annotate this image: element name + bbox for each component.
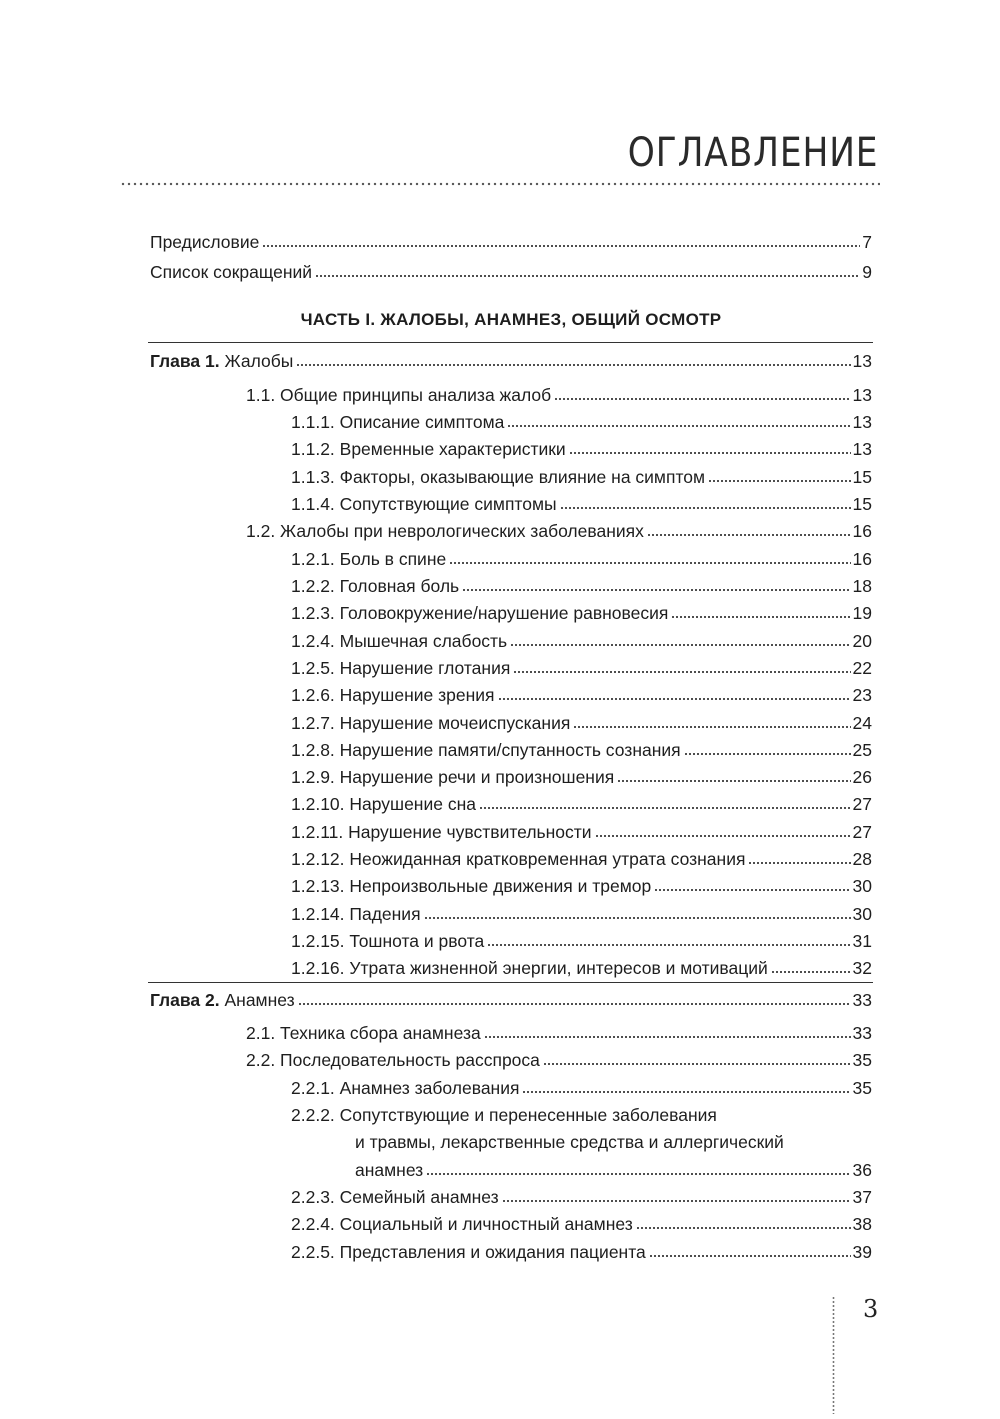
- toc-entry-subsection[interactable]: [291, 461, 872, 488]
- toc-page-number: 13: [852, 385, 872, 405]
- toc-entry-section[interactable]: [246, 1044, 872, 1071]
- chapter-divider: [148, 342, 873, 343]
- toc-page-number: 37: [852, 1187, 872, 1207]
- toc-page-number: 18: [852, 576, 872, 596]
- toc-entry-subsection[interactable]: [291, 597, 872, 624]
- toc-entry-subsection[interactable]: [291, 925, 872, 952]
- leader-dots: [296, 363, 850, 367]
- toc-entry-subsection[interactable]: [291, 1181, 872, 1208]
- toc-entry-subsection[interactable]: [355, 1154, 872, 1181]
- toc-entry-subsection[interactable]: [291, 625, 872, 652]
- leader-dots: [748, 861, 850, 865]
- toc-page-number: 31: [852, 931, 872, 951]
- toc-page-number: 35: [852, 1078, 872, 1098]
- page-title: ОГЛАВЛЕНИЕ: [627, 130, 878, 176]
- leader-dots: [573, 725, 850, 729]
- toc-entry-subsection[interactable]: [291, 543, 872, 570]
- toc-page-number: 23: [852, 685, 872, 705]
- toc-label: 2.2.3. Семейный анамнез: [291, 1187, 499, 1207]
- toc-label: 1.1.3. Факторы, оказывающие влияние на симптом: [291, 467, 706, 487]
- toc-entry-subsection[interactable]: [291, 1072, 872, 1099]
- leader-dots: [684, 752, 851, 756]
- toc-page-number: 24: [852, 713, 872, 733]
- toc-page-number: 25: [852, 740, 872, 760]
- toc-entry-section[interactable]: [246, 1017, 872, 1044]
- toc-label: 1.1.1. Описание симптома: [291, 412, 505, 432]
- toc-page-number: 16: [852, 521, 872, 541]
- toc-entry-subsection[interactable]: [291, 488, 872, 515]
- toc-entry-subsection[interactable]: [291, 843, 872, 870]
- toc-label: 1.2.11. Нарушение чувствительности: [291, 822, 592, 842]
- toc-label: 1.2.6. Нарушение зрения: [291, 685, 495, 705]
- toc-page-number: 7: [862, 232, 872, 252]
- leader-dots: [708, 479, 851, 483]
- leader-dots: [507, 424, 850, 428]
- leader-dots: [484, 1035, 851, 1039]
- toc-page-number: 19: [852, 603, 872, 623]
- toc-page-number: 15: [852, 494, 872, 514]
- toc-label: 1.2.16. Утрата жизненной энергии, интересов и мотиваций: [291, 958, 768, 978]
- toc-page-number: 26: [852, 767, 872, 787]
- chapter-number: Глава 1.: [150, 351, 220, 371]
- toc-label: 2.2.5. Представления и ожидания пациента: [291, 1242, 646, 1262]
- leader-dots: [513, 670, 850, 674]
- toc-entry-abbreviations[interactable]: [150, 256, 872, 283]
- toc-label: 1.1. Общие принципы анализа жалоб: [246, 385, 552, 405]
- toc-page-number: 39: [852, 1242, 872, 1262]
- toc-page-number: 15: [852, 467, 872, 487]
- leader-dots: [671, 615, 850, 619]
- toc-entry-chapter-2[interactable]: [150, 984, 872, 1011]
- toc-page-number: 28: [852, 849, 872, 869]
- leader-dots: [649, 1254, 851, 1258]
- toc-page-number: 33: [852, 990, 872, 1010]
- toc-page-number: 30: [852, 876, 872, 896]
- toc-label: [150, 990, 298, 1011]
- toc-entry-subsection[interactable]: [291, 952, 872, 979]
- toc-label: 1.2.4. Мышечная слабость: [291, 631, 508, 651]
- leader-dots: [479, 806, 851, 810]
- toc-entry-subsection[interactable]: [291, 679, 872, 706]
- toc-entry-subsection[interactable]: [291, 652, 872, 679]
- leader-dots: [522, 1090, 850, 1094]
- toc-label: 1.2.3. Головокружение/нарушение равновесия: [291, 603, 669, 623]
- toc-entry-section[interactable]: [246, 515, 872, 542]
- leader-dots: [510, 643, 850, 647]
- toc-page-number: 13: [852, 412, 872, 432]
- toc-page-number: 32: [852, 958, 872, 978]
- leader-dots: [449, 561, 850, 565]
- toc-entry-subsection[interactable]: [291, 1208, 872, 1235]
- toc-page-number: 22: [852, 658, 872, 678]
- leader-dots: [595, 834, 851, 838]
- toc-label: 2.1. Техника сбора анамнеза: [246, 1023, 481, 1043]
- toc-page-number: 16: [852, 549, 872, 569]
- leader-dots: [262, 244, 860, 248]
- toc-label: 1.2.2. Головная боль: [291, 576, 460, 596]
- toc-entry-subsection[interactable]: [291, 707, 872, 734]
- toc-entry-subsection[interactable]: [291, 788, 872, 815]
- toc-label: 1.1.4. Сопутствующие симптомы: [291, 494, 557, 514]
- toc-label: 1.2.5. Нарушение глотания: [291, 658, 511, 678]
- leader-dots: [424, 916, 851, 920]
- toc-entry-subsection[interactable]: [291, 1236, 872, 1263]
- toc-label: 1.1.2. Временные характеристики: [291, 439, 566, 459]
- toc-entry-chapter-1[interactable]: [150, 345, 872, 372]
- toc-label: 1.2.9. Нарушение речи и произношения: [291, 767, 615, 787]
- toc-page-number: 35: [852, 1050, 872, 1070]
- toc-label: 1.2.1. Боль в спине: [291, 549, 447, 569]
- toc-entry-multiline-part[interactable]: [291, 1099, 717, 1126]
- toc-page-number: 33: [852, 1023, 872, 1043]
- toc-label: 2.2.4. Социальный и личностный анамнез: [291, 1214, 633, 1234]
- toc-entry-subsection[interactable]: [291, 898, 872, 925]
- leader-dots: [315, 274, 860, 278]
- chapter-title: Жалобы: [219, 351, 294, 371]
- toc-entry-subsection[interactable]: [291, 816, 872, 843]
- toc-entry-subsection[interactable]: [291, 433, 872, 460]
- toc-label: и травмы, лекарственные средства и аллергический: [355, 1132, 784, 1152]
- toc-label: 1.2.8. Нарушение памяти/спутанность сознания: [291, 740, 681, 760]
- toc-entry-multiline-part[interactable]: [355, 1126, 784, 1153]
- toc-label: 1.2.15. Тошнота и рвота: [291, 931, 485, 951]
- toc-label: 2.2.2. Сопутствующие и перенесенные заболевания: [291, 1105, 717, 1125]
- toc-entry-subsection[interactable]: [291, 870, 872, 897]
- page-number: 3: [863, 1295, 879, 1323]
- toc-label: 1.2. Жалобы при неврологических заболеваниях: [246, 521, 644, 541]
- chapter-number: Глава 2.: [150, 990, 220, 1010]
- part-heading: ЧАСТЬ I. ЖАЛОБЫ, АНАМНЕЗ, ОБЩИЙ ОСМОТР: [300, 310, 722, 329]
- toc-label: 2.2.1. Анамнез заболевания: [291, 1078, 520, 1098]
- folio-dotted-rule: [832, 1296, 835, 1414]
- chapter-title: Анамнез: [219, 990, 295, 1010]
- toc-page-number: 13: [852, 351, 872, 371]
- toc-page-number: 27: [852, 822, 872, 842]
- chapter-divider: [148, 982, 873, 983]
- leader-dots: [569, 451, 851, 455]
- toc-page-number: 38: [852, 1214, 872, 1234]
- toc-label: анамнез: [355, 1160, 424, 1180]
- toc-page-number: 20: [852, 631, 872, 651]
- toc-page-number: 13: [852, 439, 872, 459]
- toc-label: Предисловие: [150, 232, 260, 252]
- leader-dots: [636, 1226, 851, 1230]
- toc-page-number: 36: [852, 1160, 872, 1180]
- title-dotted-rule: [120, 182, 880, 186]
- toc-entry-subsection[interactable]: [291, 761, 872, 788]
- toc-entry-preface[interactable]: [150, 226, 872, 253]
- leader-dots: [498, 697, 851, 701]
- toc-page-number: 27: [852, 794, 872, 814]
- toc-label: 1.2.10. Нарушение сна: [291, 794, 476, 814]
- toc-label: 1.2.7. Нарушение мочеиспускания: [291, 713, 571, 733]
- leader-dots: [298, 1002, 851, 1006]
- leader-dots: [502, 1199, 851, 1203]
- leader-dots: [543, 1062, 851, 1066]
- toc-entry-subsection[interactable]: [291, 406, 872, 433]
- leader-dots: [426, 1172, 850, 1176]
- toc-page-number: 9: [862, 262, 872, 282]
- toc-label: Список сокращений: [150, 262, 313, 282]
- toc-label: 2.2. Последовательность расспроса: [246, 1050, 540, 1070]
- toc-label: 1.2.14. Падения: [291, 904, 421, 924]
- toc-label: 1.2.12. Неожиданная кратковременная утрата сознания: [291, 849, 746, 869]
- leader-dots: [462, 588, 850, 592]
- leader-dots: [487, 943, 850, 947]
- leader-dots: [560, 506, 851, 510]
- toc-entry-section[interactable]: [246, 379, 872, 406]
- leader-dots: [654, 888, 850, 892]
- leader-dots: [647, 533, 851, 537]
- toc-label: 1.2.13. Непроизвольные движения и тремор: [291, 876, 652, 896]
- leader-dots: [617, 779, 850, 783]
- toc-page-number: 30: [852, 904, 872, 924]
- toc-entry-subsection[interactable]: [291, 734, 872, 761]
- toc-entry-subsection[interactable]: [291, 570, 872, 597]
- leader-dots: [554, 397, 850, 401]
- leader-dots: [771, 970, 851, 974]
- toc-label: [150, 351, 296, 372]
